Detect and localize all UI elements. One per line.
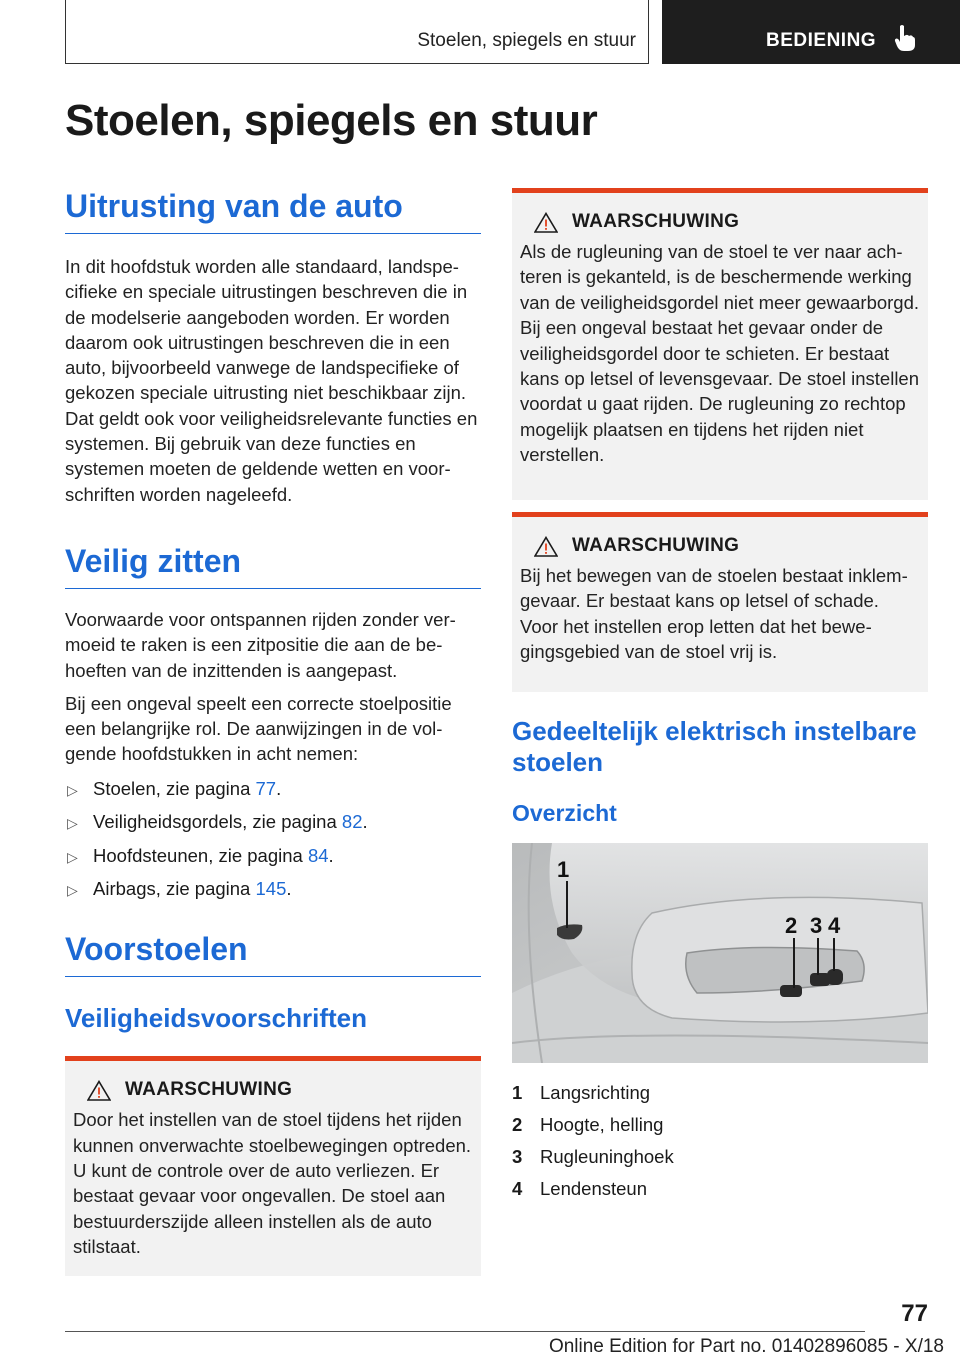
list-item: 4 Lendensteun [512,1178,647,1199]
page-link[interactable]: 82 [341,811,363,833]
right-column [512,188,928,1205]
figure-callout-1: 1 [557,857,570,882]
page-number: 77 [901,1300,928,1327]
section-title-front-seats: Voorstoelen [65,931,481,977]
warning-text: Bij het bewegen van de stoelen bestaat inklemgevaar. Er bestaat kans op letsel of schade. Voor het instellen erop letten dat het bewegingsgebied van de stoel vrij is. [520,565,908,663]
warning-triangle-icon [534,212,558,233]
warning-title: WAARSCHUWING [125,1079,293,1101]
warning-box-1 [65,1056,481,1275]
list-item: 2 Hoogte, helling [512,1114,664,1135]
equipment-paragraph: In dit hoofdstuk worden alle standaard, landspecifieke en speciale uitrustingen beschreven die in de modelserie aangeboden worden. Er worden daarom ook uitrustingen beschreven die in een auto, bijvoorbeeld vanwege de landspecifieke of gekozen speciale uitrusting niet beschikbaar zijn. Dat geldt ook voor veiligheidsrelevante functies en systemen. Bij gebruik van deze functies en systemen moeten de geldende wetten en voorschriften worden nageleefd. [65,256,478,505]
header-chapter-box [65,0,649,64]
figure-callout-3: 3 [810,913,823,938]
warning-title: WAARSCHUWING [572,535,740,556]
safe-seating-paragraph-2: Bij een ongeval speelt een correcte stoelpositie een belangrijke rol. De aanwijzingen in de volgende hoofdstukken in acht nemen: [65,692,452,765]
footer-divider [65,1331,865,1332]
page-link[interactable]: 84 [307,844,329,866]
list-item: ▷ Airbags, zie pagina 145. [65,876,481,901]
list-item: ▷ Hoofdsteunen, zie pagina 84. [65,843,481,868]
page-title: Stoelen, spiegels en stuur [65,96,598,145]
list-item: 1 Langsrichting [512,1082,651,1103]
section-title-equipment: Uitrusting van de auto [65,188,481,234]
figure-callout-4: 4 [828,913,841,938]
triangle-bullet-icon: ▷ [67,848,78,865]
header-section: BEDIENING [766,30,877,51]
triangle-bullet-icon: ▷ [67,815,78,832]
warning-triangle-icon [87,1080,111,1101]
section-title-safe-seating: Veilig zitten [65,543,481,589]
pointing-hand-icon [894,24,916,52]
page-link[interactable]: 145 [255,878,287,900]
warning-box-3 [512,512,928,692]
warning-title: WAARSCHUWING [572,211,740,232]
subsection-title-overview: Overzicht [512,800,617,826]
figure-callout-2: 2 [785,913,798,938]
header-chapter: Stoelen, spiegels en stuur [417,30,636,51]
section-title-electric-seats: Gedeeltelijk elektrisch instelbare stoelen [512,716,917,777]
figure-legend [512,1077,928,1205]
list-item: ▷ Stoelen, zie pagina 77. [65,776,481,801]
footer-edition: Online Edition for Part no. 01402896085 - X/18 [548,1336,944,1357]
page-link[interactable]: 77 [255,777,277,799]
safe-seating-paragraph-1: Voorwaarde voor ontspannen rijden zonder vermoeid te raken is een zitpositie die aan de behoeften van de inzittenden is aangepast. [65,608,456,681]
warning-box-2 [512,188,928,500]
triangle-bullet-icon: ▷ [67,781,78,798]
list-item: ▷ Veiligheidsgordels, zie pagina 82. [65,809,481,834]
left-column [65,188,481,1276]
list-item: 3 Rugleuninghoek [512,1146,674,1167]
warning-text: Als de rugleuning van de stoel te ver naar achteren is gekanteld, is de beschermende werking van de veiligheidsgordel niet meer gewaarborgd. Bij een ongeval bestaat het gevaar onder de veiligheidsgordel door te schieten. Er bestaat kans op letsel of levensgevaar. De stoel instellen voordat u gaat rijden. De rugleuning zo rechtop mogelijk plaatsen en tijdens het rijden niet verstellen. [520,241,920,466]
seat-controls-figure [512,843,928,1063]
subsection-title-safety: Veiligheidsvoorschriften [65,1003,367,1034]
reference-list [65,776,481,902]
triangle-bullet-icon: ▷ [67,882,78,899]
header-section-box [662,0,960,64]
seat-illustration [512,843,928,1063]
warning-text: Door het instellen van de stoel tijdens het rijden kunnen onverwachte stoelbewegingen optreden. U kunt de controle over de auto verliezen. Er bestaat gevaar voor ongevallen. De stoel aan bestuurderszijde alleen instellen als de auto stilstaat. [73,1109,472,1258]
warning-triangle-icon [534,536,558,557]
